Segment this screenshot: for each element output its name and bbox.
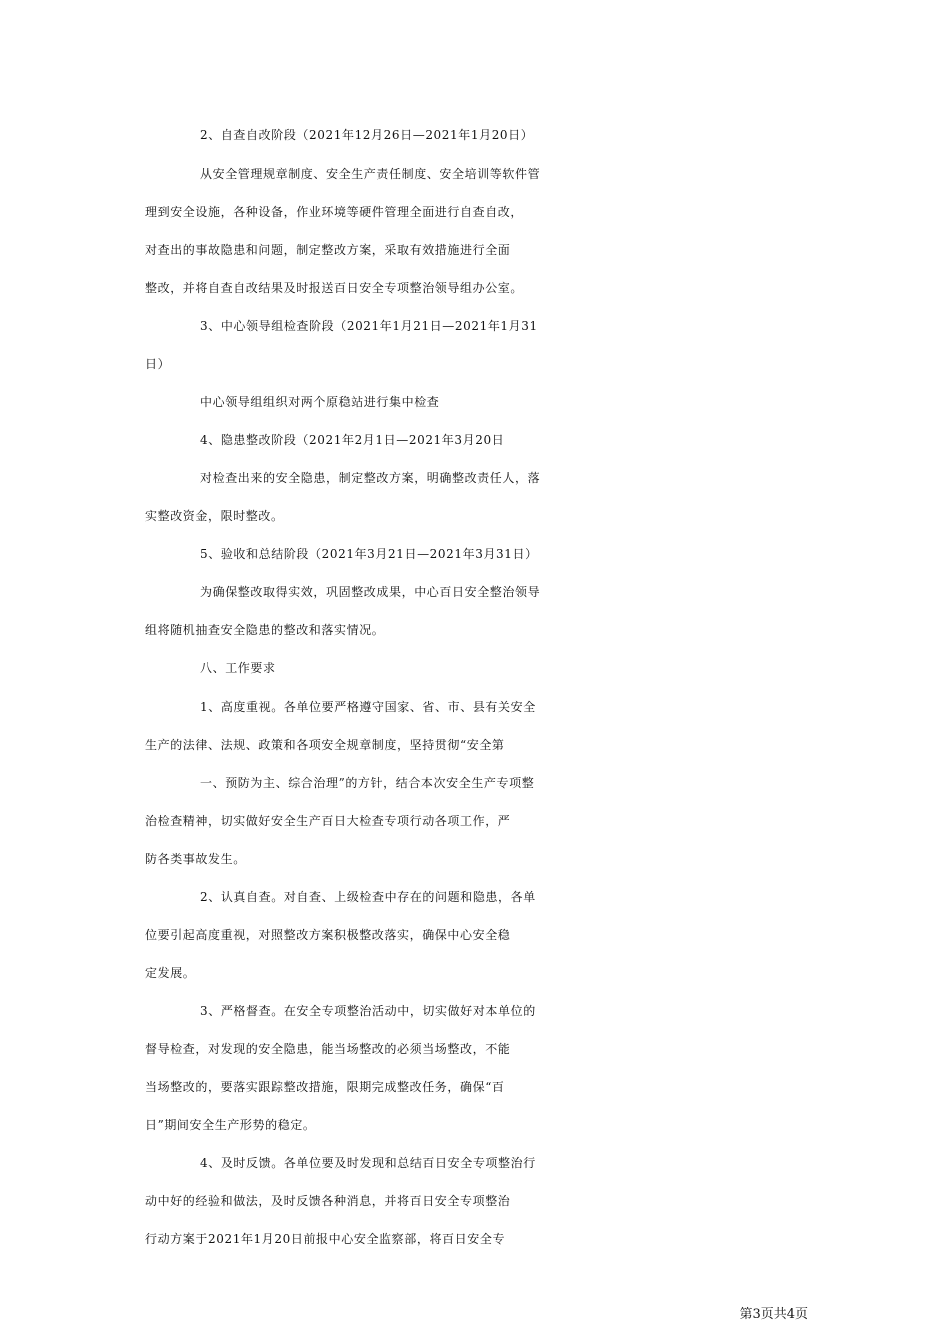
paragraph-line: 组将随机抽查安全隐患的整改和落实情况。 xyxy=(145,623,385,637)
paragraph-line: 生产的法律、法规、政策和各项安全规章制度，坚持贯彻“安全第 xyxy=(145,738,505,752)
requirement-1-line: 1、高度重视。各单位要严格遵守国家、省、市、县有关安全 xyxy=(200,700,536,714)
paragraph-line: 位要引起高度重视，对照整改方案积极整改落实，确保中心安全稳 xyxy=(145,928,511,942)
paragraph-line: 中心领导组组织对两个原稳站进行集中检查 xyxy=(200,395,440,409)
requirement-4-line: 4、及时反馈。各单位要及时发现和总结百日安全专项整治行 xyxy=(200,1156,536,1170)
paragraph-line: 实整改资金，限时整改。 xyxy=(145,509,284,523)
paragraph-line: 行动方案于2021年1月20日前报中心安全监察部，将百日安全专 xyxy=(145,1232,506,1246)
section-heading: 八、工作要求 xyxy=(200,661,276,675)
page-number: 第3页共4页 xyxy=(739,1307,808,1322)
paragraph-line: 防各类事故发生。 xyxy=(145,852,246,866)
paragraph-line: 日） xyxy=(145,357,171,371)
stage-3-heading: 3、中心领导组检查阶段（2021年1月21日—2021年1月31 xyxy=(200,319,538,333)
requirement-2-line: 2、认真自查。对自查、上级检查中存在的问题和隐患，各单 xyxy=(200,890,536,904)
paragraph-line: 日”期间安全生产形势的稳定。 xyxy=(145,1118,316,1132)
paragraph-line: 督导检查，对发现的安全隐患，能当场整改的必须当场整改，不能 xyxy=(145,1042,511,1056)
paragraph-line: 一、预防为主、综合治理”的方针，结合本次安全生产专项整 xyxy=(200,776,535,790)
paragraph-line: 整改，并将自查自改结果及时报送百日安全专项整治领导组办公室。 xyxy=(145,281,524,295)
stage-2-heading: 2、自查自改阶段（2021年12月26日—2021年1月20日） xyxy=(200,128,534,142)
stage-4-heading: 4、隐患整改阶段（2021年2月1日—2021年3月20日 xyxy=(200,433,505,447)
paragraph-line: 从安全管理规章制度、安全生产责任制度、安全培训等软件管 xyxy=(200,167,541,181)
paragraph-line: 为确保整改取得实效，巩固整改成果，中心百日安全整治领导 xyxy=(200,585,541,599)
paragraph-line: 定发展。 xyxy=(145,966,196,980)
paragraph-line: 当场整改的，要落实跟踪整改措施，限期完成整改任务，确保“百 xyxy=(145,1080,505,1094)
requirement-3-line: 3、严格督查。在安全专项整治活动中，切实做好对本单位的 xyxy=(200,1004,536,1018)
paragraph-line: 对查出的事故隐患和问题，制定整改方案，采取有效措施进行全面 xyxy=(145,243,511,257)
stage-5-heading: 5、验收和总结阶段（2021年3月21日—2021年3月31日） xyxy=(200,547,538,561)
paragraph-line: 动中好的经验和做法，及时反馈各种消息，并将百日安全专项整治 xyxy=(145,1194,511,1208)
paragraph-line: 治检查精神，切实做好安全生产百日大检查专项行动各项工作，严 xyxy=(145,814,511,828)
paragraph-line: 理到安全设施，各种设备，作业环境等硬件管理全面进行自查自改， xyxy=(145,205,524,219)
paragraph-line: 对检查出来的安全隐患，制定整改方案，明确整改责任人，落 xyxy=(200,471,541,485)
